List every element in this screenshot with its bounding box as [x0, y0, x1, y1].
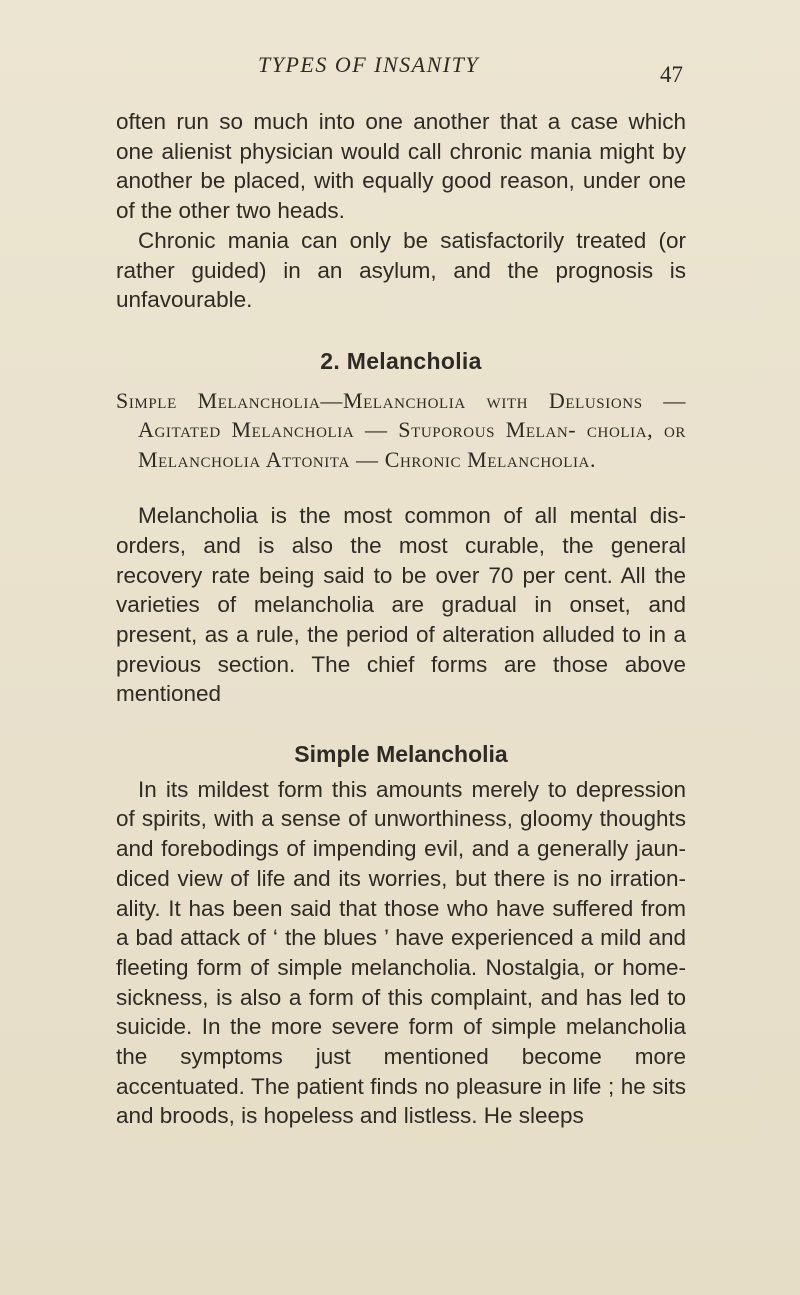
- page-number: 47: [660, 62, 683, 87]
- paragraph-melancholia-intro: Melancholia is the most common of all mental dis- orders, and is also the most curable, the general recovery rate being said to be over 70 per cent. All the varieties of melancholia are gradual in onset, and present, as a rule, the period of alteration alluded to in a previous section. The chief forms are those above mentioned: [116, 503, 686, 707]
- paragraph-continuation: often run so much into one another that a case which one alienist physician would call chronic mania might by another be placed, with equally good reason, under one of the other two heads.: [116, 109, 686, 224]
- varieties-list: Simple Melancholia—Melancholia with Delusions —Agitated Melancholia — Stuporous Melan- cholia, or Melancholia Attonita — Chronic Melancholia.: [116, 387, 686, 472]
- paragraph-simple-melancholia: In its mildest form this amounts merely to depression of spirits, with a sense of unworthiness, gloomy thoughts and forebodings of impending evil, and a generally jaun- diced view of life and its worries, but there is no irration- ality. It has been said that those who have suffered from a bad attack of ‘ the blues ’ have experienced a mild and fleeting form of simple melancholia. Nostalgia, or home-sickness, is also a form of this complaint, and has led to suicide. In the more severe form of simple melancholia the symptoms just mentioned become more accentuated. The patient finds no pleasure in life ; he sits and broods, is hopeless and listless. He sleeps: [116, 776, 686, 1129]
- running-title: TYPES OF INSANITY: [258, 52, 480, 77]
- section-heading: 2. Melancholia: [320, 347, 482, 374]
- running-head: [0, 52, 800, 87]
- page-content: [116, 107, 686, 1131]
- sub-heading: Simple Melancholia: [294, 741, 508, 768]
- paragraph-chronic-mania: Chronic mania can only be satisfactorily treated (or rather guided) in an asylum, and the prognosis is unfavourable.: [116, 227, 686, 313]
